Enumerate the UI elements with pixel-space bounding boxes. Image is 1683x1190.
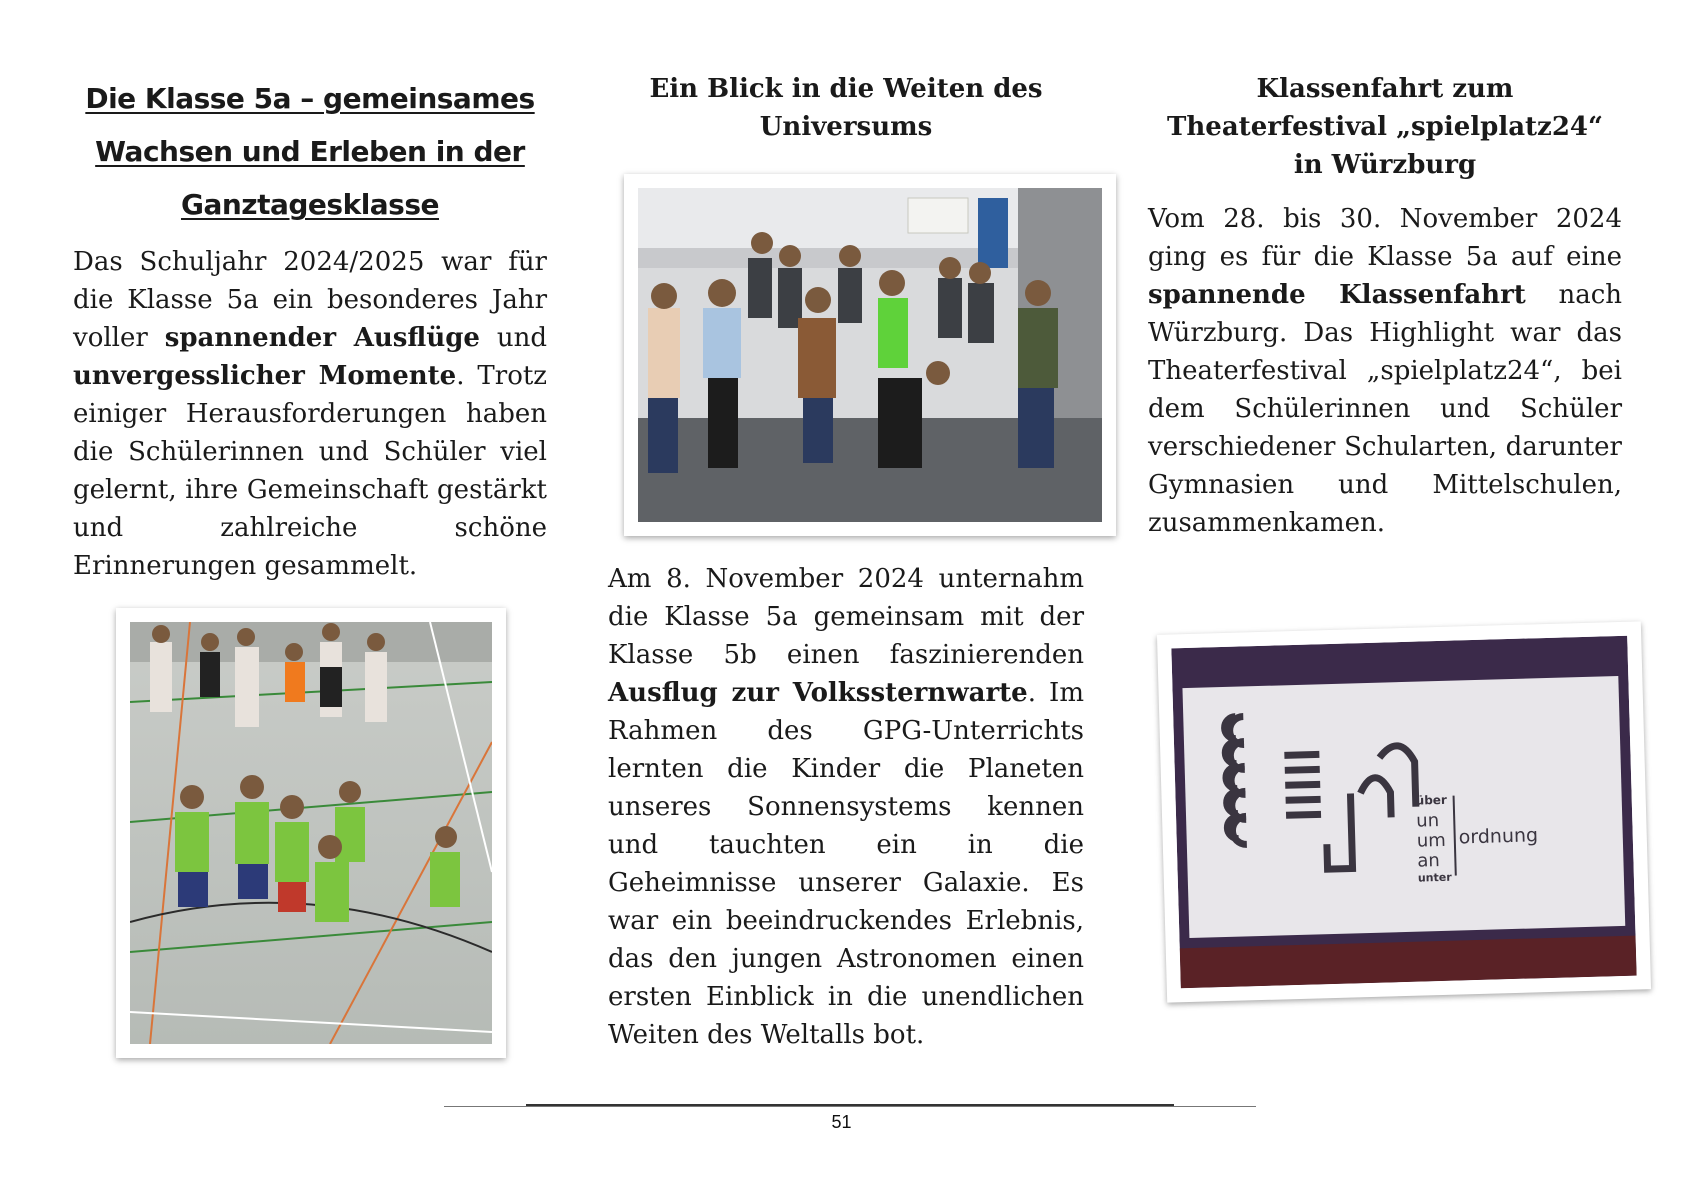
article-body-universum [608, 560, 1084, 1054]
logo-word-an: an [1417, 850, 1441, 872]
logo-word-un: un [1415, 810, 1440, 832]
article-title-universum-line2: Universums [759, 112, 933, 142]
text-run: Das Schuljahr 2024/2025 war für die Klasse 5a ein besonderes Jahr voller [73, 247, 547, 353]
bold-phrase: spannende Klassenfahrt [1148, 280, 1526, 310]
bold-phrase: unvergesslicher Momente [73, 361, 457, 391]
article-title-ganztagesklasse: Die Klasse 5a – gemeinsames Wachsen und Erleben in der Ganztagesklasse [85, 82, 535, 221]
bold-phrase: spannender Ausflüge [164, 323, 480, 353]
logo-word-um: um [1416, 829, 1447, 852]
text-run: Am 8. November 2024 unternahm die Klasse 5a gemeinsam mit der Klasse 5b einen faszinierenden [608, 564, 1084, 670]
column-volkssternwarte [608, 70, 1084, 146]
text-run: . Trotz einiger Herausforderungen haben die Schülerinnen und Schüler viel gelernt, ihre Gemeinschaft gestärkt und zahlreiche schöne Erinnerungen gesammelt. [73, 361, 547, 581]
article-body-ganztagesklasse [73, 243, 547, 585]
article-title-klassenfahrt [1148, 70, 1622, 184]
logo-word-ordnung: ordnung [1458, 824, 1539, 849]
column-ganztagesklasse [73, 70, 547, 585]
page-number: 51 [831, 1112, 852, 1132]
text-run: und [479, 323, 547, 353]
logo-word-unter: unter [1417, 870, 1452, 885]
logo-word-ueber: über [1415, 792, 1448, 808]
article-title-klassenfahrt-line1: Klassenfahrt zum [1256, 74, 1514, 104]
article-title-universum [608, 70, 1084, 146]
article-title-universum-line1: Ein Blick in die Weiten des [649, 74, 1043, 104]
article-body-klassenfahrt [1148, 200, 1622, 542]
footer-rule-thin [444, 1106, 1256, 1107]
article-title-klassenfahrt-line3: in Würzburg [1293, 150, 1477, 180]
column-klassenfahrt [1148, 70, 1622, 542]
gym-photo [116, 608, 506, 1058]
article-title-klassenfahrt-line2: Theaterfestival „spielplatz24“ [1167, 112, 1603, 142]
text-run: Vom 28. bis 30. November 2024 ging es für die Klasse 5a auf eine [1148, 204, 1622, 272]
group-photo [624, 174, 1116, 536]
text-run: nach Würzburg. Das Highlight war das Theaterfestival „spielplatz24“, bei dem Schülerinnen und Schüler verschiedener Schularten, darunter Gymnasien und Mittelschulen, zusammenkamen. [1148, 280, 1622, 538]
festival-photo [1157, 621, 1651, 1002]
festival-photo-image [1171, 636, 1636, 989]
bold-phrase: Ausflug zur Volkssternwarte [608, 678, 1028, 708]
footer-rule [526, 1104, 1174, 1106]
group-photo-image [638, 188, 1102, 522]
gym-photo-image [130, 622, 492, 1044]
text-run: . Im Rahmen des GPG-Unterrichts lernten die Kinder die Planeten unseres Sonnensystems kennen und tauchten ein in die Geheimnisse unserer Galaxie. Es war ein beeindruckendes Erlebnis, das den jungen Astronomen einen ersten Einblick in die unendlichen Weiten des Weltalls bot. [608, 678, 1084, 1050]
